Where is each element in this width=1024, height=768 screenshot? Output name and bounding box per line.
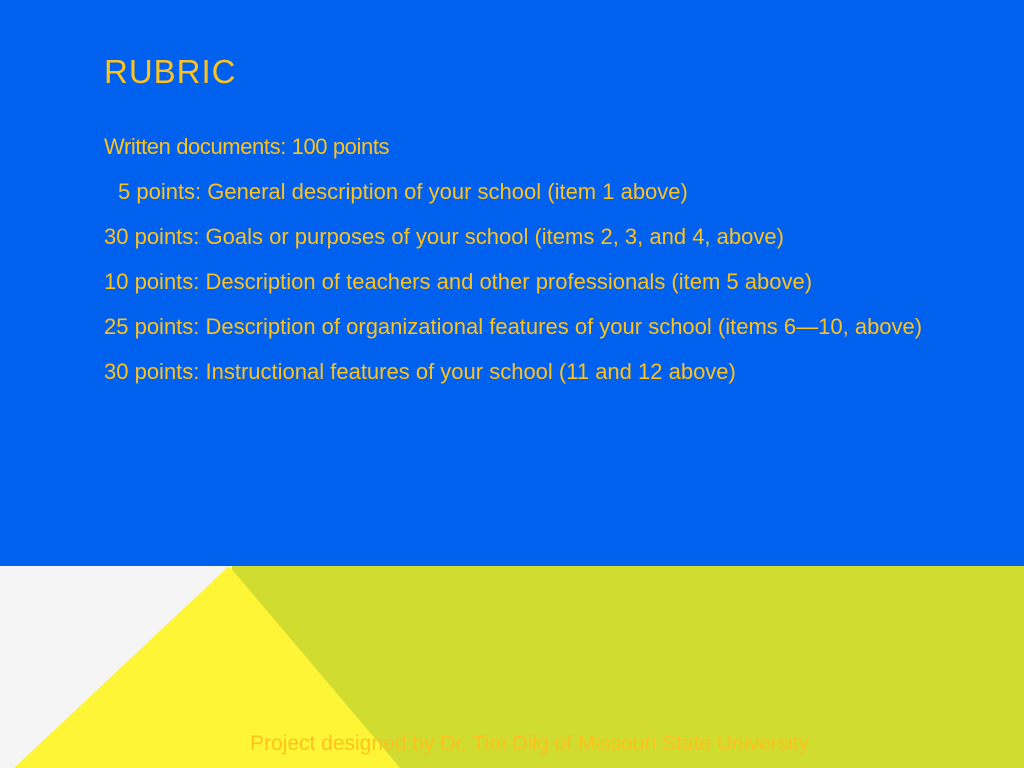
- slide-footer: Project designed by Dr. Tim Dilg of Missouri State University: [249, 732, 810, 755]
- rubric-item: 30 points: Goals or purposes of your school (items 2, 3, and 4, above): [104, 224, 784, 249]
- slide-title: RUBRIC: [104, 53, 237, 90]
- rubric-item: 25 points: Description of organizational features of your school (items 6—10, above): [104, 314, 923, 339]
- rubric-item: 5 points: General description of your school (item 1 above): [118, 179, 688, 204]
- slide-body: [104, 130, 924, 400]
- rubric-item: 10 points: Description of teachers and other professionals (item 5 above): [104, 269, 813, 294]
- rubric-subheading: Written documents: 100 points: [104, 134, 390, 159]
- rubric-item: 30 points: Instructional features of your school (11 and 12 above): [104, 359, 736, 384]
